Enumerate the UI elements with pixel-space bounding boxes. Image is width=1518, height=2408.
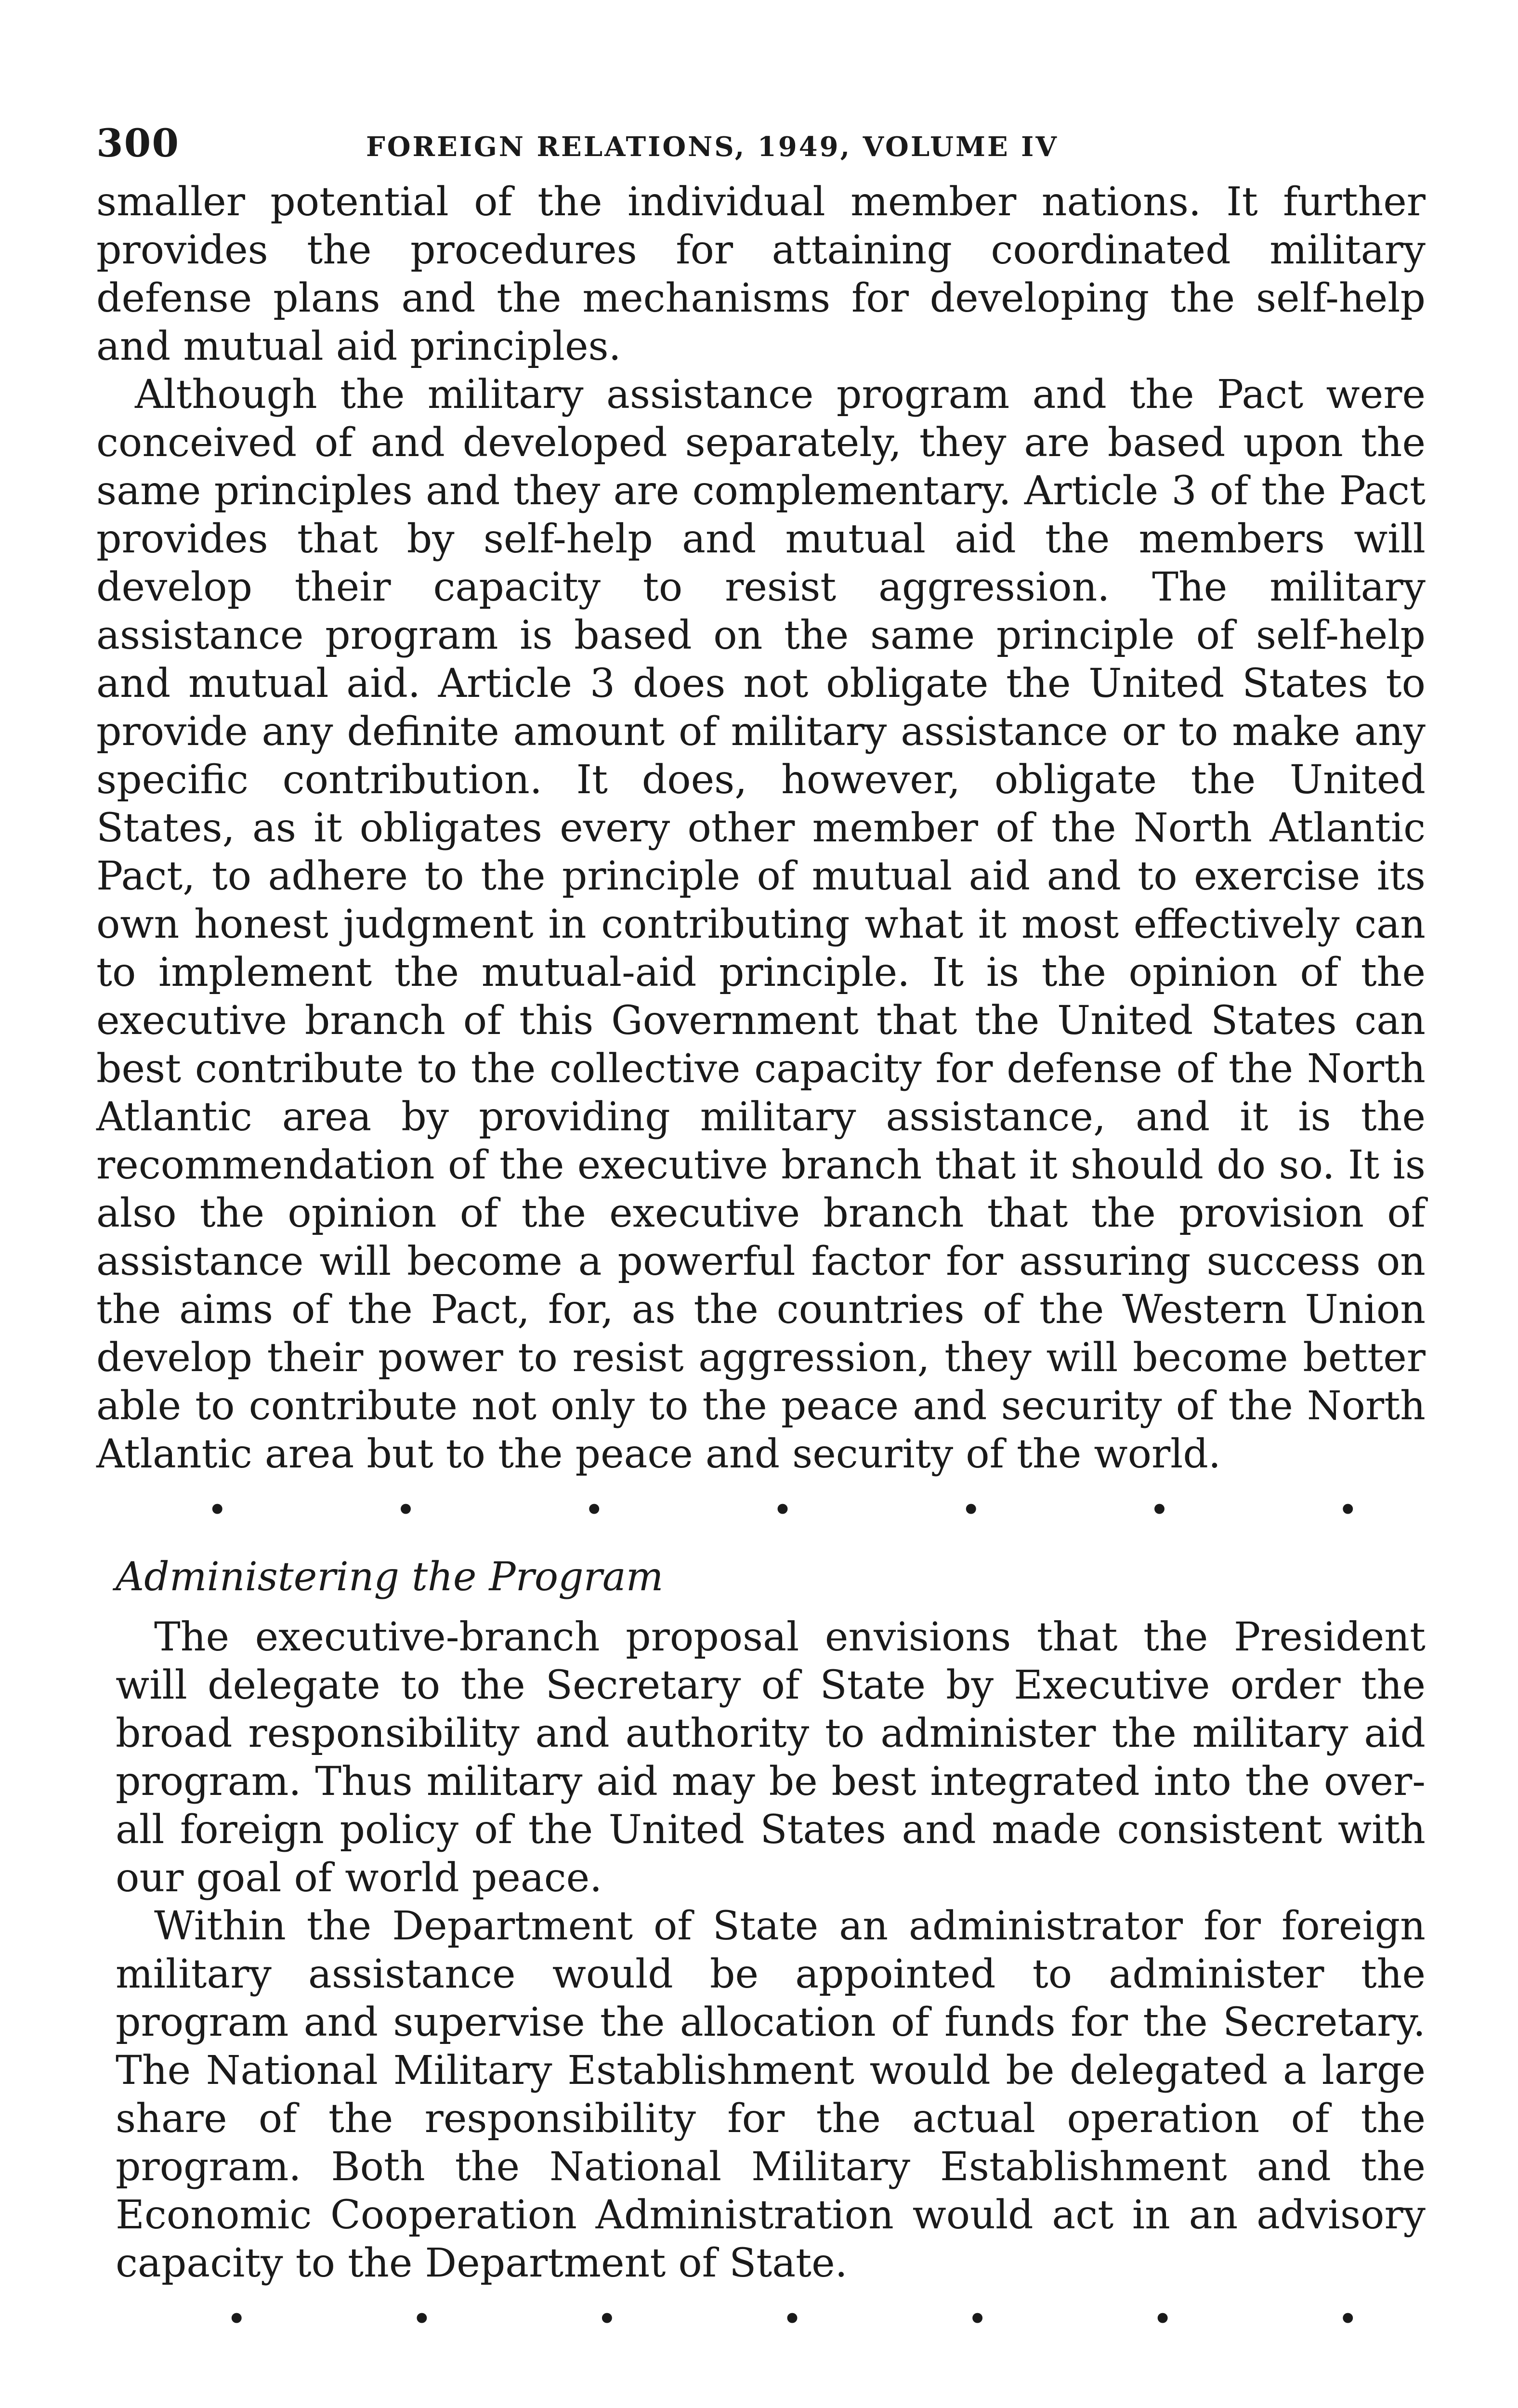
document-page (96, 120, 1426, 2360)
paragraph-executive-proposal: The executive-branch proposal envisions that the President will delegate to the Secretary of State by Executive order the broad responsibility and authority to administer the military aid program. Thus military aid may be best integrated into the over-all foreign policy of the United States and made consistent with our goal of world peace. (116, 1614, 1426, 1901)
ellipsis-dot: • (772, 1490, 793, 1530)
ellipsis-dot: • (226, 2299, 247, 2339)
paragraph-continuation: smaller potential of the individual member nations. It further provides the procedures for attaining coordinated military defense plans and the mechanisms for developing the self-help and mutual aid principles. (96, 179, 1426, 369)
page-number: 300 (96, 120, 180, 166)
ellipsis-dot: • (395, 1490, 416, 1530)
ellipsis-dot: • (597, 2299, 617, 2339)
ellipsis-dot: • (782, 2299, 803, 2339)
ellipsis-dot: • (961, 1490, 981, 1530)
ellipsis-row-2 (116, 2297, 1426, 2341)
ellipsis-dot: • (584, 1490, 604, 1530)
running-head (96, 120, 1426, 178)
ellipsis-row-1 (96, 1488, 1426, 1531)
ellipsis-dot: • (1152, 2299, 1173, 2339)
running-head-title: FOREIGN RELATIONS, 1949, VOLUME IV (366, 131, 1059, 163)
section-administering (96, 1551, 1426, 2341)
ellipsis-dot: • (967, 2299, 988, 2339)
paragraph-article-3: Although the military assistance program and the Pact were conceived of and developed separately, they are based upon the same principles and they are complementary. Article 3 of the Pact provides that by self-help and mutual aid the members will develop their capacity to resist aggression. The military assistance program is based on the same principle of self-help and mutual aid. Article 3 does not obligate the United States to provide any definite amount of military assistance or to make any specific contribution. It does, however, obligate the United States, as it obligates every other member of the North Atlantic Pact, to adhere to the principle of mutual aid and to exercise its own honest judgment in contributing what it most effectively can to implement the mutual-aid principle. It is the opinion of the executive branch of this Government that the United States can best contribute to the collective capacity for defense of the North Atlantic area by providing military assistance, and it is the recommendation of the executive branch that it should do so. It is also the opinion of the executive branch that the provision of assistance will become a powerful factor for assuring success on the aims of the Pact, for, as the countries of the Western Union develop their power to resist aggression, they will become better able to contribute not only to the peace and security of the North Atlantic area but to the peace and security of the world. (96, 372, 1426, 1477)
ellipsis-dot: • (1337, 2299, 1358, 2339)
ellipsis-dot: • (411, 2299, 432, 2339)
ellipsis-dot: • (1337, 1490, 1358, 1530)
paragraph-department-of-state: Within the Department of State an administrator for foreign military assistance would be appointed to administer the program and supervise the allocation of funds for the Secretary. The National Military Establishment would be delegated a large share of the responsibility for the actual operation of the program. Both the National Military Establishment and the Economic Cooperation Administration would act in an advisory capacity to the Department of State. (116, 1903, 1426, 2286)
section-heading: Administering the Program (116, 1554, 664, 1600)
ellipsis-dot: • (1149, 1490, 1170, 1530)
ellipsis-dot: • (207, 1490, 228, 1530)
